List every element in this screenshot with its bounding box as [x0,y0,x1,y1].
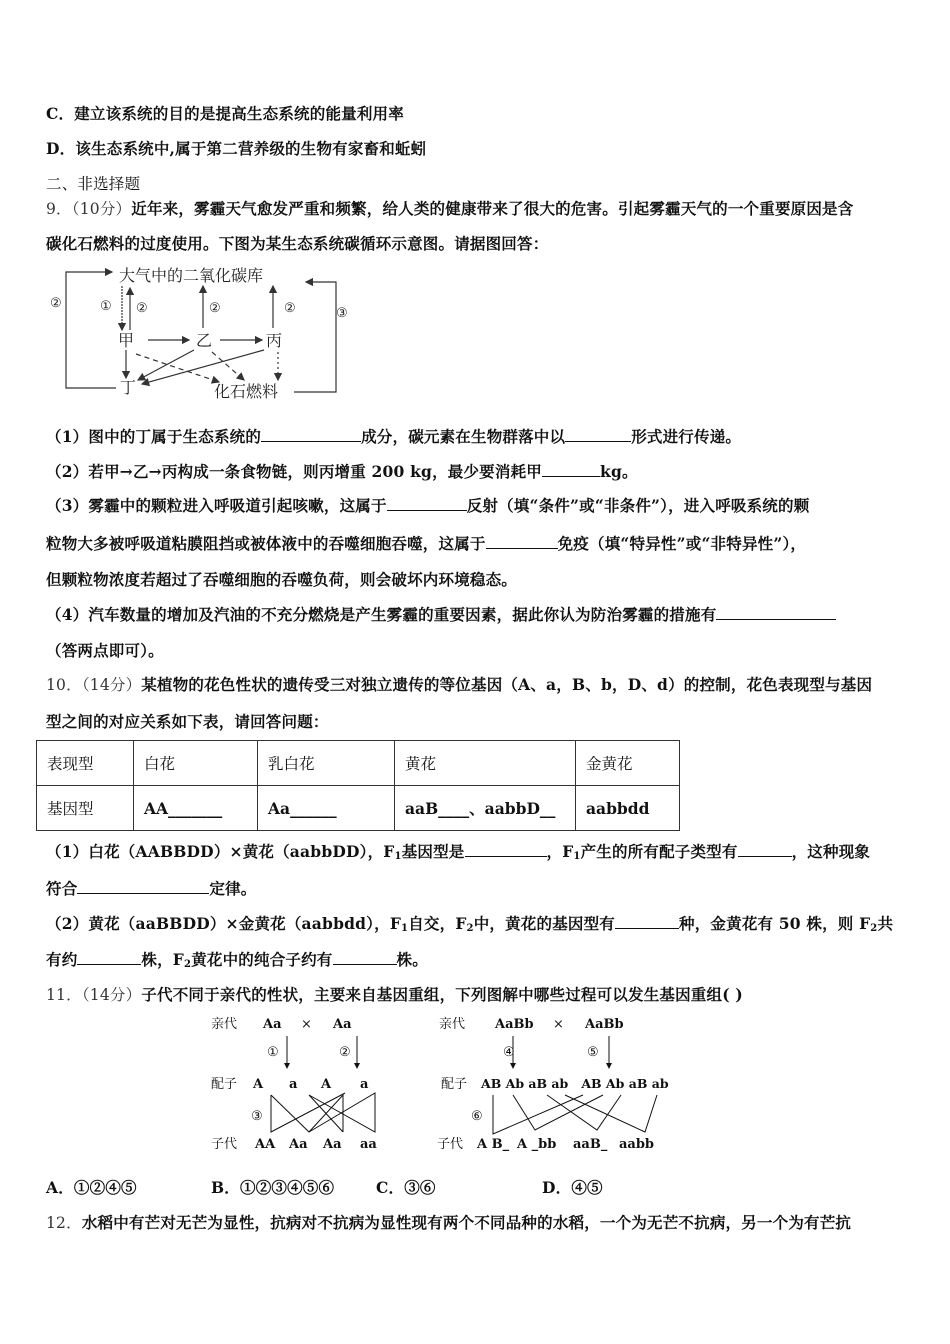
q9-sub4-line1 [46,603,836,625]
q9-sub4-line2: （答两点即可）。 [46,641,164,660]
offspring: aa [360,1137,377,1152]
q11-options [46,1176,603,1198]
q9-sub1-text-a: （1）图中的丁属于生态系统的 [46,427,262,446]
q10-sub1-text-b: 基因型是 [401,842,465,861]
gamete: a [289,1077,298,1092]
parent-label: 亲代 [439,1017,466,1032]
q10-sub1-text-d: 产生的所有配子类型有 [580,842,738,861]
table-cell: AA_______ [134,786,258,831]
option-c[interactable]: C．③⑥ [376,1178,436,1197]
q9-sub3-line2 [46,532,806,554]
q12-number: 12． [46,1214,82,1232]
q10-sub2-line1 [46,912,893,934]
table-cell: 金黄花 [576,741,680,786]
answer-blank[interactable] [738,842,792,857]
q11-stem-text: 子代不同于亲代的性状，主要来自基因重组，下列图解中哪些过程可以发生基因重组( ) [141,985,743,1004]
q10-sub2-text-e: 共 [877,914,894,933]
q10-sub2-text-b: 自交，F [408,914,467,933]
answer-blank[interactable] [565,427,631,442]
q10-stem-text: 某植物的花色性状的遗传受三对独立遗传的等位基因（A、a，B、b，D、d）的控制，花色表现型与基因 [141,675,873,694]
subscript: 2 [870,923,878,934]
answer-blank[interactable] [716,605,836,620]
q10-sub2-line2 [46,948,428,970]
q9-sub2 [46,460,638,482]
parent-label: 亲代 [211,1017,238,1032]
q10-sub1-text-f: 符合 [46,879,78,898]
q10-number: 10．（14分） [46,676,142,694]
q9-stem-line1 [46,197,853,219]
answer-blank[interactable] [542,462,600,477]
table-cell: aabbdd [576,786,680,831]
monohybrid-cross-diagram [205,1010,385,1158]
step-6: ⑥ [471,1109,483,1124]
subscript: 1 [573,851,581,862]
q10-sub2-text-a: （2）黄花（aaBBDD）×金黄花（aabbdd），F [46,914,402,933]
q9-stem-text: 近年来，雾霾天气愈发严重和频繁，给人类的健康带来了很大的危害。引起雾霾天气的一个重要原因是含 [131,199,854,218]
q10-sub1-text-c: ，F [546,842,574,861]
dihybrid-cross-diagram [435,1010,675,1158]
subscript: 2 [466,923,474,934]
node-bing: 丙 [266,331,283,350]
step-3: ③ [251,1109,263,1124]
step-4: ④ [503,1045,515,1060]
parent-1: AaBb [495,1017,534,1032]
node-ding: 丁 [120,378,137,397]
table-cell: aaB____、aabbD__ [395,786,576,831]
step-5: ⑤ [587,1045,599,1060]
q12-stem-text: 水稻中有芒对无芒为显性，抗病对不抗病为显性现有两个不同品种的水稻，一个为无芒不抗病，另一个为有芒抗 [81,1213,852,1232]
answer-blank[interactable] [261,427,361,442]
q9-sub3-text-d: 免疫（填“特异性”或“非特异性”）， [557,534,807,553]
q10-sub1-line2 [46,877,257,899]
table-row-genotype [37,786,680,831]
section-title: 二、非选择题 [46,175,141,193]
parent-2: AaBb [585,1017,624,1032]
offspring: aabb [619,1137,655,1152]
parent-1: Aa [263,1017,282,1032]
parent-2: Aa [333,1017,352,1032]
option-d: D．该生态系统中,属于第二营养级的生物有家畜和蚯蚓 [46,139,427,158]
table-cell: Aa______ [258,786,395,831]
table-cell: 白花 [134,741,258,786]
table-cell: 表现型 [37,741,134,786]
q9-sub1-text-c: 形式进行传递。 [631,427,742,446]
q10-sub2-text-c: 中，黄花的基因型有 [473,914,616,933]
node-fossil-fuel: 化石燃料 [214,382,279,401]
q10-sub2-text-d: 种，金黄花有 50 株，则 F [679,914,871,933]
step-2: ② [339,1045,351,1060]
step-1: ① [267,1045,279,1060]
q11-stem [46,983,743,1005]
q9-sub3-text-b: 反射（填“条件”或“非条件”），进入呼吸系统的颗 [466,496,810,515]
label-n2-bing: ② [284,301,296,316]
q9-sub3-line3: 但颗粒物浓度若超过了吞噬细胞的吞噬负荷，则会破坏内环境稳态。 [46,570,518,589]
q10-sub2-text-g: 株，F [141,950,185,969]
option-b[interactable]: B．①②③④⑤⑥ [211,1178,335,1197]
q9-sub1 [46,425,741,447]
option-c: C．建立该系统的目的是提高生态系统的能量利用率 [46,104,404,123]
offspring: A _bb [517,1137,557,1152]
subscript: 1 [401,923,409,934]
q9-stem-line2: 碳化石燃料的过度使用。下图为某生态系统碳循环示意图。请据图回答： [46,234,549,253]
table-cell: 乳白花 [258,741,395,786]
label-n3: ③ [336,306,348,321]
q12-stem [46,1211,851,1233]
gamete-label: 配子 [441,1077,468,1092]
label-n2-left: ② [50,296,62,311]
offspring: A B_ [477,1137,510,1152]
q9-sub3-line1 [46,494,809,516]
q10-sub2-text-i: 株。 [396,950,428,969]
genotype-table [36,740,680,831]
answer-blank[interactable] [615,914,679,929]
answer-blank[interactable] [333,950,397,965]
gamete: a [360,1077,369,1092]
q9-sub4-text-a: （4）汽车数量的增加及汽油的不充分燃烧是产生雾霾的重要因素，据此你认为防治雾霾的措施有 [46,605,717,624]
answer-blank[interactable] [77,950,141,965]
q10-sub1-text-a: （1）白花（AABBDD）×黄花（aabbDD），F [46,842,395,861]
carbon-cycle-diagram [44,262,364,402]
label-n1: ① [100,299,112,314]
q10-sub1-text-g: 定律。 [209,879,257,898]
gametes: AB Ab aB ab AB Ab aB ab [481,1076,669,1091]
q9-sub2-text-b: kg。 [600,462,638,481]
gamete: A [253,1077,264,1092]
cross-symbol: × [553,1017,564,1032]
subscript: 2 [184,959,192,970]
q9-sub2-text-a: （2）若甲→乙→丙构成一条食物链，则丙增重 200 kg，最少要消耗甲 [46,462,542,481]
q10-sub1-text-e: ，这种现象 [791,842,871,861]
offspring: Aa [323,1137,342,1152]
answer-blank[interactable] [387,496,467,511]
table-cell: 黄花 [395,741,576,786]
q9-sub3-text-c: 粒物大多被呼吸道粘膜阻挡或被体液中的吞噬细胞吞噬，这属于 [46,534,486,553]
q10-sub2-text-h: 黄花中的纯合子约有 [191,950,333,969]
table-row-phenotype [37,741,680,786]
q11-number: 11．（14分） [46,986,142,1004]
cross-symbol: × [301,1017,312,1032]
node-jia: 甲 [118,331,135,350]
node-yi: 乙 [196,331,213,350]
subscript: 1 [394,851,402,862]
answer-blank[interactable] [77,879,209,894]
q10-stem-line1 [46,673,872,695]
option-d[interactable]: D．④⑤ [542,1178,603,1197]
offspring: aaB_ [573,1137,608,1152]
label-n2-jia: ② [136,301,148,316]
offspring: Aa [289,1137,308,1152]
option-a[interactable]: A．①②④⑤ [46,1178,137,1197]
table-cell: 基因型 [37,786,134,831]
offspring-label: 子代 [211,1137,238,1152]
q9-sub1-text-b: 成分，碳元素在生物群落中以 [361,427,566,446]
label-n2-yi: ② [209,301,221,316]
answer-blank[interactable] [465,842,547,857]
offspring-label: 子代 [437,1137,464,1152]
gamete: A [321,1077,332,1092]
answer-blank[interactable] [486,534,558,549]
offspring: AA [255,1137,276,1152]
q10-sub1-line1 [46,840,870,862]
q10-sub2-text-f: 有约 [46,950,78,969]
co2-pool-label: 大气中的二氧化碳库 [119,266,264,285]
gamete-label: 配子 [211,1077,238,1092]
q10-stem-line2: 型之间的对应关系如下表，请回答问题： [46,712,329,731]
q9-sub3-text-a: （3）雾霾中的颗粒进入呼吸道引起咳嗽，这属于 [46,496,387,515]
q9-number: 9．（10分） [46,200,132,218]
